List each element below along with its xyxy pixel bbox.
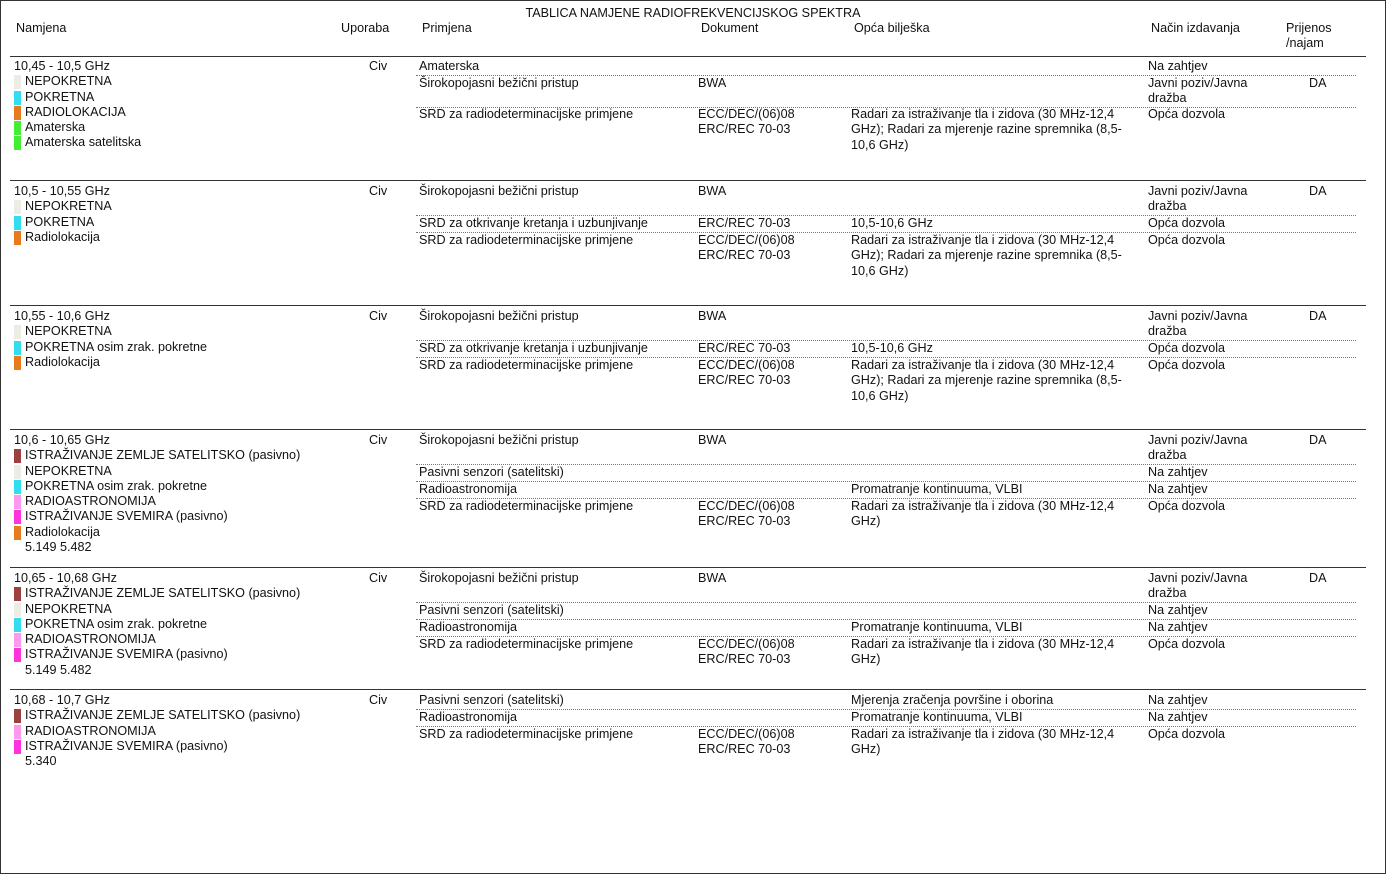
service-label: RADIOASTRONOMIJA	[25, 723, 156, 738]
header-prijenos-line2: /najam	[1286, 36, 1324, 50]
primjena-cell: Pasivni senzori (satelitski)	[419, 603, 564, 617]
service-label: POKRETNA osim zrak. pokretne	[25, 478, 207, 493]
application-row	[416, 184, 1356, 216]
service-color-swatch	[14, 740, 21, 754]
uporaba-value: Civ	[369, 693, 388, 707]
dokument-cell: ECC/DEC/(06)08 ERC/REC 70-03	[698, 727, 795, 757]
header-namjena: Namjena	[16, 21, 67, 35]
nacin-izdavanja-cell: Opća dozvola	[1148, 637, 1226, 651]
nacin-izdavanja-cell: Javni poziv/Javna dražba	[1148, 571, 1248, 601]
header-divider	[10, 56, 1366, 57]
service-color-swatch	[14, 725, 21, 739]
dokument-cell: ECC/DEC/(06)08 ERC/REC 70-03	[698, 107, 795, 137]
dokument-cell: BWA	[698, 433, 727, 447]
uporaba-value: Civ	[369, 309, 388, 323]
service-label: Amaterska	[25, 120, 86, 135]
frequency-range: 10,55 - 10,6 GHz	[14, 309, 110, 323]
service-item	[14, 448, 300, 463]
service-color-swatch	[14, 480, 21, 494]
service-list	[14, 448, 300, 555]
service-label: NEPOKRETNA	[25, 74, 112, 89]
header-primjena: Primjena	[422, 21, 472, 35]
biljeska-cell: Radari za istraživanje tla i zidova (30 MHz-12,4 GHz)	[851, 727, 1115, 757]
service-color-swatch	[14, 121, 21, 135]
service-label: POKRETNA osim zrak. pokretne	[25, 616, 207, 631]
service-item	[14, 708, 300, 723]
biljeska-cell: Radari za istraživanje tla i zidova (30 MHz-12,4 GHz); Radari za mjerenje razine spremnika (8,5-10,6 GHz)	[851, 358, 1122, 403]
footnote-refs: 5.149 5.482	[25, 662, 92, 677]
primjena-cell: SRD za radiodeterminacijske primjene	[419, 233, 634, 247]
primjena-cell: Pasivni senzori (satelitski)	[419, 465, 564, 479]
service-item	[14, 355, 207, 370]
prijenos-cell: DA	[1309, 433, 1327, 447]
service-color-swatch	[14, 603, 21, 617]
service-item	[14, 586, 300, 601]
service-list	[14, 708, 300, 769]
nacin-izdavanja-cell: Javni poziv/Javna dražba	[1148, 433, 1248, 463]
service-color-swatch	[14, 136, 21, 150]
prijenos-cell: DA	[1309, 571, 1327, 585]
service-label: ISTRAŽIVANJE SVEMIRA (pasivno)	[25, 738, 228, 753]
nacin-izdavanja-cell: Opća dozvola	[1148, 727, 1226, 741]
dokument-cell: BWA	[698, 571, 727, 585]
frequency-range: 10,5 - 10,55 GHz	[14, 184, 110, 198]
service-item	[14, 479, 300, 494]
application-row	[416, 571, 1356, 603]
service-item	[14, 74, 141, 89]
group-separator	[10, 567, 1366, 568]
group-separator	[10, 689, 1366, 690]
biljeska-cell: 10,5-10,6 GHz	[851, 341, 933, 355]
primjena-cell: SRD za radiodeterminacijske primjene	[419, 637, 634, 651]
application-row	[416, 620, 1356, 637]
nacin-izdavanja-cell: Javni poziv/Javna dražba	[1148, 309, 1248, 339]
biljeska-cell: Promatranje kontinuuma, VLBI	[851, 710, 1023, 724]
dokument-cell: ECC/DEC/(06)08 ERC/REC 70-03	[698, 637, 795, 667]
application-row	[416, 603, 1356, 620]
application-row	[416, 499, 1356, 530]
service-label: Radiolokacija	[25, 524, 100, 539]
service-list	[14, 586, 300, 678]
service-color-swatch	[14, 325, 21, 339]
service-color-swatch	[14, 91, 21, 105]
service-item	[14, 525, 300, 540]
nacin-izdavanja-cell: Na zahtjev	[1148, 620, 1208, 634]
group-separator	[10, 180, 1366, 181]
service-list	[14, 74, 141, 150]
primjena-cell: Širokopojasni bežični pristup	[419, 571, 579, 585]
prijenos-cell: DA	[1309, 309, 1327, 323]
service-color-swatch	[14, 633, 21, 647]
nacin-izdavanja-cell: Opća dozvola	[1148, 358, 1226, 372]
service-item	[14, 340, 207, 355]
primjena-cell: Pasivni senzori (satelitski)	[419, 693, 564, 707]
header-nacin: Način izdavanja	[1151, 21, 1240, 35]
header-prijenos-line1: Prijenos	[1286, 21, 1332, 35]
service-item	[14, 617, 300, 632]
biljeska-cell: Radari za istraživanje tla i zidova (30 MHz-12,4 GHz); Radari za mjerenje razine spremnika (8,5-10,6 GHz)	[851, 233, 1122, 278]
nacin-izdavanja-cell: Na zahtjev	[1148, 482, 1208, 496]
nacin-izdavanja-cell: Na zahtjev	[1148, 465, 1208, 479]
nacin-izdavanja-cell: Opća dozvola	[1148, 216, 1226, 230]
service-label: RADIOLOKACIJA	[25, 104, 126, 119]
uporaba-value: Civ	[369, 433, 388, 447]
service-list	[14, 199, 112, 245]
service-label: Amaterska satelitska	[25, 135, 142, 150]
service-label: POKRETNA osim zrak. pokretne	[25, 339, 207, 354]
service-item	[14, 120, 141, 135]
group-separator	[10, 429, 1366, 430]
application-row	[416, 107, 1356, 169]
service-item	[14, 602, 300, 617]
service-item	[14, 215, 112, 230]
primjena-cell: SRD za radiodeterminacijske primjene	[419, 727, 634, 741]
prijenos-cell: DA	[1309, 76, 1327, 90]
service-label: NEPOKRETNA	[25, 601, 112, 616]
application-row	[416, 309, 1356, 341]
service-color-swatch	[14, 587, 21, 601]
dokument-cell: BWA	[698, 184, 727, 198]
nacin-izdavanja-cell: Opća dozvola	[1148, 341, 1226, 355]
service-label: NEPOKRETNA	[25, 324, 112, 339]
primjena-cell: Širokopojasni bežični pristup	[419, 433, 579, 447]
primjena-cell: Širokopojasni bežični pristup	[419, 76, 579, 90]
dokument-cell: ECC/DEC/(06)08 ERC/REC 70-03	[698, 233, 795, 263]
nacin-izdavanja-cell: Javni poziv/Javna dražba	[1148, 76, 1248, 106]
service-color-swatch	[14, 106, 21, 120]
service-color-swatch	[14, 200, 21, 214]
service-item	[14, 324, 207, 339]
frequency-range: 10,68 - 10,7 GHz	[14, 693, 110, 707]
service-item	[14, 90, 141, 105]
frequency-range: 10,6 - 10,65 GHz	[14, 433, 110, 447]
biljeska-cell: Promatranje kontinuuma, VLBI	[851, 620, 1023, 634]
dokument-cell: ECC/DEC/(06)08 ERC/REC 70-03	[698, 358, 795, 388]
service-label: ISTRAŽIVANJE SVEMIRA (pasivno)	[25, 647, 228, 662]
table-title: TABLICA NAMJENE RADIOFREKVENCIJSKOG SPEKTRA	[525, 6, 861, 20]
primjena-cell: SRD za radiodeterminacijske primjene	[419, 107, 634, 121]
service-label: ISTRAŽIVANJE ZEMLJE SATELITSKO (pasivno)	[25, 708, 301, 723]
service-color-swatch	[14, 495, 21, 509]
service-item	[14, 464, 300, 479]
service-color-swatch	[14, 709, 21, 723]
dokument-cell: ECC/DEC/(06)08 ERC/REC 70-03	[698, 499, 795, 529]
biljeska-cell: Radari za istraživanje tla i zidova (30 MHz-12,4 GHz)	[851, 637, 1115, 667]
primjena-cell: SRD za otkrivanje kretanja i uzbunjivanje	[419, 216, 648, 230]
application-row	[416, 216, 1356, 233]
biljeska-cell: 10,5-10,6 GHz	[851, 216, 933, 230]
primjena-cell: SRD za radiodeterminacijske primjene	[419, 358, 634, 372]
header-uporaba: Uporaba	[341, 21, 390, 35]
application-row	[416, 482, 1356, 499]
service-label: NEPOKRETNA	[25, 463, 112, 478]
nacin-izdavanja-cell: Na zahtjev	[1148, 603, 1208, 617]
footnote-refs: 5.340	[25, 754, 57, 769]
biljeska-cell: Promatranje kontinuuma, VLBI	[851, 482, 1023, 496]
service-label: ISTRAŽIVANJE ZEMLJE SATELITSKO (pasivno)	[25, 448, 301, 463]
service-label: RADIOASTRONOMIJA	[25, 632, 156, 647]
service-label: Radiolokacija	[25, 354, 100, 369]
footnote-refs: 5.149 5.482	[25, 540, 92, 555]
primjena-cell: Radioastronomija	[419, 482, 518, 496]
primjena-cell: Radioastronomija	[419, 710, 518, 724]
application-row	[416, 433, 1356, 465]
nacin-izdavanja-cell: Opća dozvola	[1148, 107, 1226, 121]
uporaba-value: Civ	[369, 184, 388, 198]
nacin-izdavanja-cell: Javni poziv/Javna dražba	[1148, 184, 1248, 214]
service-color-swatch	[14, 465, 21, 479]
service-label: ISTRAŽIVANJE ZEMLJE SATELITSKO (pasivno)	[25, 586, 301, 601]
header-prijenos	[1286, 21, 1332, 51]
service-item	[14, 494, 300, 509]
service-item	[14, 739, 300, 754]
application-row	[416, 693, 1356, 710]
uporaba-value: Civ	[369, 59, 388, 73]
service-color-swatch	[14, 341, 21, 355]
service-label: Radiolokacija	[25, 229, 100, 244]
application-row	[416, 76, 1356, 108]
service-color-swatch	[14, 510, 21, 524]
header-biljeska: Opća bilješka	[854, 21, 930, 35]
application-row	[416, 341, 1356, 358]
nacin-izdavanja-cell: Na zahtjev	[1148, 59, 1208, 73]
dokument-cell: ERC/REC 70-03	[698, 341, 791, 355]
service-color-swatch	[14, 449, 21, 463]
application-row	[416, 59, 1356, 76]
primjena-cell: Širokopojasni bežični pristup	[419, 184, 579, 198]
biljeska-cell: Mjerenja zračenja površine i oborina	[851, 693, 1054, 707]
service-list	[14, 324, 207, 370]
service-label: NEPOKRETNA	[25, 199, 112, 214]
application-row	[416, 465, 1356, 482]
service-item	[14, 647, 300, 662]
service-item	[14, 199, 112, 214]
header-dokument: Dokument	[701, 21, 759, 35]
service-color-swatch	[14, 526, 21, 540]
uporaba-value: Civ	[369, 571, 388, 585]
frequency-range: 10,65 - 10,68 GHz	[14, 571, 117, 585]
service-color-swatch	[14, 618, 21, 632]
primjena-cell: SRD za radiodeterminacijske primjene	[419, 499, 634, 513]
service-item	[14, 724, 300, 739]
service-item	[14, 632, 300, 647]
biljeska-cell: Radari za istraživanje tla i zidova (30 MHz-12,4 GHz); Radari za mjerenje razine spremnika (8,5-10,6 GHz)	[851, 107, 1122, 152]
service-color-swatch	[14, 75, 21, 89]
application-row	[416, 233, 1356, 295]
service-label: POKRETNA	[25, 89, 95, 104]
dokument-cell: BWA	[698, 309, 727, 323]
service-item	[14, 135, 141, 150]
service-color-swatch	[14, 648, 21, 662]
frequency-range: 10,45 - 10,5 GHz	[14, 59, 110, 73]
service-label: ISTRAŽIVANJE SVEMIRA (pasivno)	[25, 509, 228, 524]
primjena-cell: SRD za otkrivanje kretanja i uzbunjivanje	[419, 341, 648, 355]
service-label: POKRETNA	[25, 214, 95, 229]
biljeska-cell: Radari za istraživanje tla i zidova (30 MHz-12,4 GHz)	[851, 499, 1115, 529]
service-label: RADIOASTRONOMIJA	[25, 494, 156, 509]
nacin-izdavanja-cell: Opća dozvola	[1148, 233, 1226, 247]
nacin-izdavanja-cell: Opća dozvola	[1148, 499, 1226, 513]
application-row	[416, 710, 1356, 727]
application-row	[416, 637, 1356, 668]
primjena-cell: Širokopojasni bežični pristup	[419, 309, 579, 323]
dokument-cell: ERC/REC 70-03	[698, 216, 791, 230]
service-color-swatch	[14, 356, 21, 370]
nacin-izdavanja-cell: Na zahtjev	[1148, 693, 1208, 707]
application-row	[416, 727, 1356, 758]
service-item	[14, 230, 112, 245]
primjena-cell: Radioastronomija	[419, 620, 518, 634]
group-separator	[10, 305, 1366, 306]
primjena-cell: Amaterska	[419, 59, 480, 73]
service-color-swatch	[14, 231, 21, 245]
service-item	[14, 509, 300, 524]
prijenos-cell: DA	[1309, 184, 1327, 198]
nacin-izdavanja-cell: Na zahtjev	[1148, 710, 1208, 724]
service-item	[14, 105, 141, 120]
service-color-swatch	[14, 216, 21, 230]
application-row	[416, 358, 1356, 420]
dokument-cell: BWA	[698, 76, 727, 90]
